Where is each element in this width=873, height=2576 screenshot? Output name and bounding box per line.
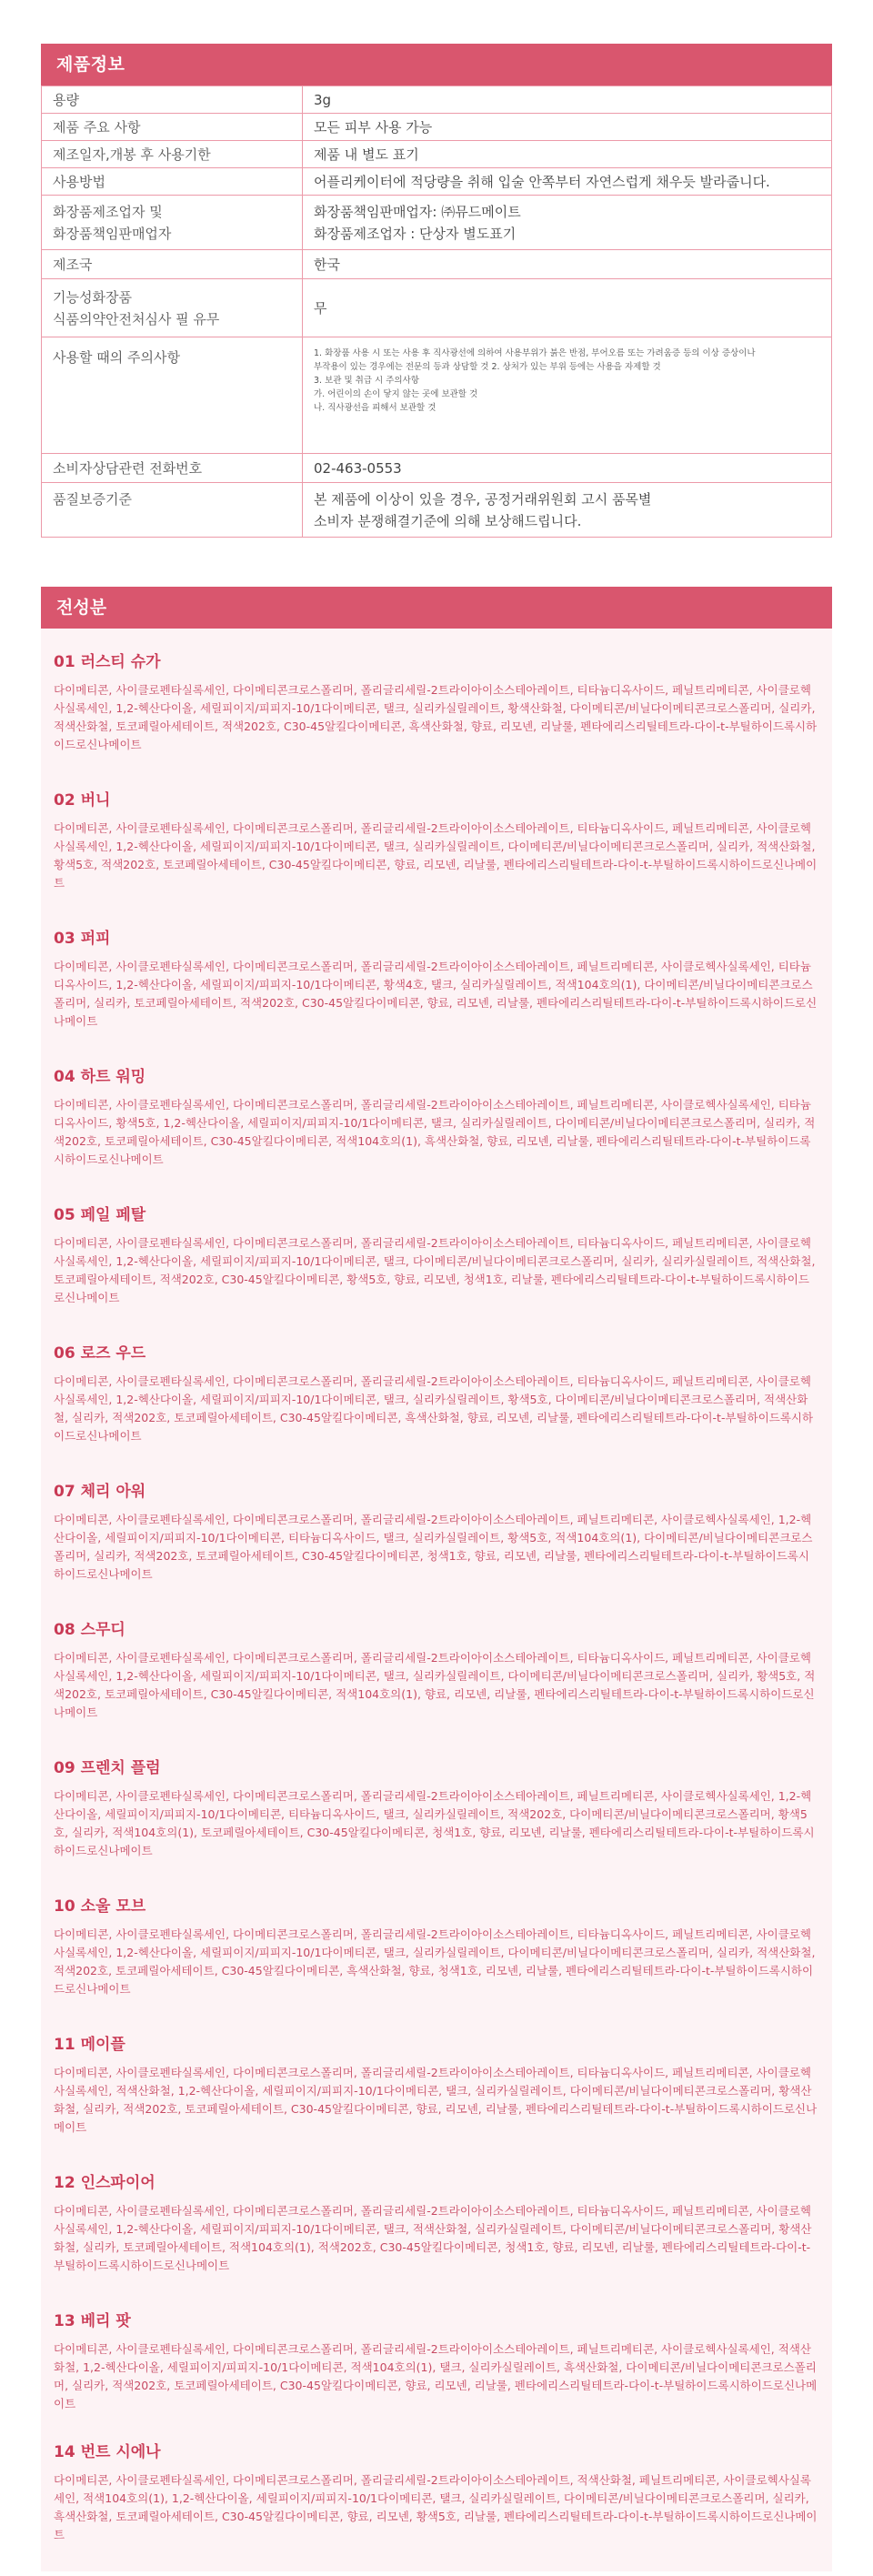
ingredient-title: 12 인스파이어 bbox=[54, 2174, 156, 2192]
row-value: 어플리케이터에 적당량을 취해 입술 안쪽부터 자연스럽게 채우듯 발라줍니다. bbox=[303, 168, 832, 196]
row-label: 제품 주요 사항 bbox=[42, 114, 303, 141]
row-value: 화장품책임판매업자: ㈜뮤드메이트 화장품제조업자 : 단상자 별도표기 bbox=[303, 196, 832, 250]
row-label: 제조일자,개봉 후 사용기한 bbox=[42, 141, 303, 168]
row-label: 용량 bbox=[42, 86, 303, 114]
product-info-section bbox=[41, 44, 832, 538]
ingredient-text: 다이메티콘, 사이클로펜타실록세인, 다이메티콘크로스폴리머, 폴리글리세릴-2트라이아이소스테아레이트, 티타늄디옥사이드, 페닐트리메티콘, 사이클로헥사실록세인, 1,2-헥산다이올, 세릴피이지/피피지-10/1다이메티콘, 탤크, 실리카실릴레이트, 다이메티콘/비닐다이메티콘크로스폴리머, 실리카, 적색산화철, 적색202호, 토코페릴아세테이트, C30-45알킬다이메티콘, 흑색산화철, 향료, 청색1호, 리모넨, 리날룰, 펜타에리스리틸테트라-다이-t-부틸하이드록시하이드로신나메이트 bbox=[54, 1927, 816, 1996]
ingredient-title: 08 스무디 bbox=[54, 1621, 125, 1639]
ingredient-title: 14 번트 시에나 bbox=[54, 2443, 161, 2461]
ingredient-text: 다이메티콘, 사이클로펜타실록세인, 다이메티콘크로스폴리머, 폴리글리세릴-2트라이아이소스테아레이트, 티타늄디옥사이드, 페닐트리메티콘, 사이클로헥사실록세인, 1,2-헥산다이올, 세릴피이지/피피지-10/1다이메티콘, 탤크, 실리카실릴레이트, 다이메티콘/비닐다이메티콘크로스폴리머, 실리카, 적색산화철, 황색5호, 적색202호, 토코페릴아세테이트, C30-45알킬다이메티콘, 향료, 리모넨, 리날룰, 펜타에리스리틸테트라-다이-t-부틸하이드록시하이드로신나메이트 bbox=[54, 821, 818, 890]
row-value: 제품 내 별도 표기 bbox=[303, 141, 832, 168]
row-label: 사용할 때의 주의사항 bbox=[42, 337, 303, 454]
caution-text: 1. 화장품 사용 시 또는 사용 후 직사광선에 의하여 사용부위가 붉은 반점, 부어오름 또는 가려움증 등의 이상 증상이나 부작용이 있는 경우에는 전문의 등과 상담할 것 2. 상처가 있는 부위 등에는 사용을 자제할 것 3. 보관 및 취급 시 주의사항 가. 어린이의 손이 닿지 않는 곳에 보관할 것 나. 직사광선을 피해서 보관할 것 bbox=[314, 348, 756, 413]
table-row bbox=[42, 250, 832, 279]
ingredient-title: 09 프렌치 플럼 bbox=[54, 1759, 161, 1777]
ingredients-section bbox=[41, 587, 832, 2571]
table-row bbox=[42, 337, 832, 454]
ingredient-text: 다이메티콘, 사이클로펜타실록세인, 다이메티콘크로스폴리머, 폴리글리세릴-2트라이아이소스테아레이트, 페닐트리메티콘, 사이클로헥사실록세인, 티타늄디옥사이드, 황색5호, 1,2-헥산다이올, 세릴피이지/피피지-10/1다이메티콘, 탤크, 실리카실릴레이트, 다이메티콘/비닐다이메티콘크로스폴리머, 실리카, 적색202호, 토코페릴아세테이트, C30-45알킬다이메티콘, 적색104호의(1), 흑색산화철, 향료, 리모넨, 리날룰, 펜타에리스리틸테트라-다이-t-부틸하이드록시하이드로신나메이트 bbox=[54, 1098, 816, 1166]
ingredient-title: 05 페일 페탈 bbox=[54, 1206, 146, 1224]
table-row bbox=[42, 196, 832, 250]
table-row bbox=[42, 454, 832, 483]
table-row bbox=[42, 86, 832, 114]
ingredients-header: 전성분 bbox=[41, 587, 832, 629]
row-label: 기능성화장품 식품의약안전처심사 필 유무 bbox=[42, 279, 303, 337]
ingredients-list bbox=[41, 629, 832, 2571]
ingredient-text: 다이메티콘, 사이클로펜타실록세인, 다이메티콘크로스폴리머, 폴리글리세릴-2트라이아이소스테아레이트, 페닐트리메티콘, 사이클로헥사실록세인, 적색산화철, 1,2-헥산다이올, 세릴피이지/피피지-10/1다이메티콘, 적색104호의(1), 탤크, 실리카실릴레이트, 흑색산화철, 다이메티콘/비닐다이메티콘크로스폴리머, 실리카, 적색202호, 토코페릴아세테이트, C30-45알킬다이메티콘, 향료, 리모넨, 리날룰, 펜타에리스리틸테트라-다이-t-부틸하이드록시하이드로신나메이트 bbox=[54, 2342, 818, 2410]
row-value: 무 bbox=[303, 279, 832, 337]
ingredient-text: 다이메티콘, 사이클로펜타실록세인, 다이메티콘크로스폴리머, 폴리글리세릴-2트라이아이소스테아레이트, 티타늄디옥사이드, 페닐트리메티콘, 사이클로헥사실록세인, 1,2-헥산다이올, 세릴피이지/피피지-10/1다이메티콘, 탤크, 실리카실릴레이트, 황색5호, 다이메티콘/비닐다이메티콘크로스폴리머, 적색산화철, 실리카, 적색202호, 토코페릴아세테이트, C30-45알킬다이메티콘, 흑색산화철, 향료, 리모넨, 리날룰, 펜타에리스리틸테트라-다이-t-부틸하이드록시하이드로신나메이트 bbox=[54, 1374, 814, 1443]
ingredient-text: 다이메티콘, 사이클로펜타실록세인, 다이메티콘크로스폴리머, 폴리글리세릴-2트라이아이소스테아레이트, 티타늄디옥사이드, 페닐트리메티콘, 사이클로헥사실록세인, 1,2-헥산다이올, 세릴피이지/피피지-10/1다이메티콘, 탤크, 실리카실릴레이트, 다이메티콘/비닐다이메티콘크로스폴리머, 실리카, 황색5호, 적색202호, 토코페릴아세테이트, C30-45알킬다이메티콘, 적색104호의(1), 향료, 리모넨, 리날룰, 펜타에리스리틸테트라-다이-t-부틸하이드록시하이드로신나메이트 bbox=[54, 1651, 816, 1719]
row-value: 한국 bbox=[303, 250, 832, 279]
ingredient-text: 다이메티콘, 사이클로펜타실록세인, 다이메티콘크로스폴리머, 폴리글리세릴-2트라이아이소스테아레이트, 페닐트리메티콘, 사이클로헥사실록세인, 티타늄디옥사이드, 1,2-헥산다이올, 세릴피이지/피피지-10/1다이메티콘, 황색4호, 탤크, 실리카실릴레이트, 적색104호의(1), 다이메티콘/비닐다이메티콘크로스폴리머, 실리카, 토코페릴아세테이트, 적색202호, C30-45알킬다이메티콘, 향료, 리모넨, 리날룰, 펜타에리스리틸테트라-다이-t-부틸하이드록시하이드로신나메이트 bbox=[54, 960, 818, 1028]
ingredient-title: 07 체리 아워 bbox=[54, 1483, 146, 1501]
table-row bbox=[42, 279, 832, 337]
row-label: 품질보증기준 bbox=[42, 483, 303, 538]
table-row bbox=[42, 168, 832, 196]
row-label: 소비자상담관련 전화번호 bbox=[42, 454, 303, 483]
row-label: 화장품제조업자 및 화장품책임판매업자 bbox=[42, 196, 303, 250]
row-value: 02-463-0553 bbox=[303, 454, 832, 483]
row-label: 제조국 bbox=[42, 250, 303, 279]
ingredient-text: 다이메티콘, 사이클로펜타실록세인, 다이메티콘크로스폴리머, 폴리글리세릴-2트라이아이소스테아레이트, 적색산화철, 페닐트리메티콘, 사이클로헥사실록세인, 적색104호의(1), 1,2-헥산다이올, 세릴피이지/피피지-10/1다이메티콘, 탤크, 실리카실릴레이트, 다이메티콘/비닐다이메티콘크로스폴리머, 실리카, 흑색산화철, 토코페릴아세테이트, C30-45알킬다이메티콘, 향료, 리모넨, 황색5호, 리날룰, 펜타에리스리틸테트라-다이-t-부틸하이드록시하이드로신나메이트 bbox=[54, 2473, 818, 2541]
table-row bbox=[42, 141, 832, 168]
product-info-table bbox=[41, 86, 832, 538]
ingredient-title: 06 로즈 우드 bbox=[54, 1344, 146, 1363]
row-value: 3g bbox=[303, 86, 832, 114]
product-info-header: 제품정보 bbox=[41, 44, 832, 86]
ingredient-title: 10 소울 모브 bbox=[54, 1897, 146, 1916]
ingredient-text: 다이메티콘, 사이클로펜타실록세인, 다이메티콘크로스폴리머, 폴리글리세릴-2트라이아이소스테아레이트, 페닐트리메티콘, 사이클로헥사실록세인, 1,2-헥산다이올, 세릴피이지/피피지-10/1다이메티콘, 티타늄디옥사이드, 탤크, 실리카실릴레이트, 황색5호, 적색104호의(1), 다이메티콘/비닐다이메티콘크로스폴리머, 실리카, 적색202호, 토코페릴아세테이트, C30-45알킬다이메티콘, 청색1호, 향료, 리모넨, 리날룰, 펜타에리스리틸테트라-다이-t-부틸하이드록시하이드로신나메이트 bbox=[54, 1513, 813, 1581]
ingredient-text: 다이메티콘, 사이클로펜타실록세인, 다이메티콘크로스폴리머, 폴리글리세릴-2트라이아이소스테아레이트, 티타늄디옥사이드, 페닐트리메티콘, 사이클로헥사실록세인, 1,2-헥산다이올, 세릴피이지/피피지-10/1다이메티콘, 탤크, 다이메티콘/비닐다이메티콘크로스폴리머, 실리카, 실리카실릴레이트, 적색산화철, 토코페릴아세테이트, 적색202호, C30-45알킬다이메티콘, 황색5호, 향료, 리모넨, 청색1호, 리날룰, 펜타에리스리틸테트라-다이-t-부틸하이드록시하이드로신나메이트 bbox=[54, 1236, 816, 1304]
row-label: 사용방법 bbox=[42, 168, 303, 196]
table-row bbox=[42, 114, 832, 141]
ingredient-text: 다이메티콘, 사이클로펜타실록세인, 다이메티콘크로스폴리머, 폴리글리세릴-2트라이아이소스테아레이트, 티타늄디옥사이드, 페닐트리메티콘, 사이클로헥사실록세인, 적색산화철, 1,2-헥산다이올, 세릴피이지/피피지-10/1다이메티콘, 탤크, 실리카실릴레이트, 다이메티콘/비닐다이메티콘크로스폴리머, 황색산화철, 실리카, 적색202호, 토코페릴아세테이트, C30-45알킬다이메티콘, 향료, 리모넨, 리날룰, 펜타에리스리틸테트라-다이-t-부틸하이드록시하이드로신나메이트 bbox=[54, 2066, 818, 2134]
ingredient-text: 다이메티콘, 사이클로펜타실록세인, 다이메티콘크로스폴리머, 폴리글리세릴-2트라이아이소스테아레이트, 티타늄디옥사이드, 페닐트리메티콘, 사이클로헥사실록세인, 1,2-헥산다이올, 세릴피이지/피피지-10/1다이메티콘, 탤크, 적색산화철, 실리카실릴레이트, 다이메티콘/비닐다이메티콘크로스폴리머, 황색산화철, 실리카, 토코페릴아세테이트, 적색104호의(1), 적색202호, C30-45알킬다이메티콘, 청색1호, 향료, 리모넨, 리날룰, 펜타에리스리틸테트라-다이-t-부틸하이드록시하이드로신나메이트 bbox=[54, 2204, 812, 2272]
row-value: 본 제품에 이상이 있을 경우, 공정거래위원회 고시 품목별 소비자 분쟁해결기준에 의해 보상해드립니다. bbox=[303, 483, 832, 538]
ingredient-text: 다이메티콘, 사이클로펜타실록세인, 다이메티콘크로스폴리머, 폴리글리세릴-2트라이아이소스테아레이트, 페닐트리메티콘, 사이클로헥사실록세인, 1,2-헥산다이올, 세릴피이지/피피지-10/1다이메티콘, 티타늄디옥사이드, 탤크, 실리카실릴레이트, 적색202호, 다이메티콘/비닐다이메티콘크로스폴리머, 황색5호, 실리카, 적색104호의(1), 토코페릴아세테이트, C30-45알킬다이메티콘, 청색1호, 향료, 리모넨, 리날룰, 펜타에리스리틸테트라-다이-t-부틸하이드록시하이드로신나메이트 bbox=[54, 1789, 815, 1857]
ingredient-title: 02 버니 bbox=[54, 791, 111, 810]
ingredient-title: 13 베리 팟 bbox=[54, 2312, 131, 2330]
row-value: 모든 피부 사용 가능 bbox=[303, 114, 832, 141]
ingredient-text: 다이메티콘, 사이클로펜타실록세인, 다이메티콘크로스폴리머, 폴리글리세릴-2트라이아이소스테아레이트, 티타늄디옥사이드, 페닐트리메티콘, 사이클로헥사실록세인, 1,2-헥산다이올, 세릴피이지/피피지-10/1다이메티콘, 탤크, 실리카실릴레이트, 황색산화철, 다이메티콘/비닐다이메티콘크로스폴리머, 실리카, 적색산화철, 토코페릴아세테이트, 적색202호, C30-45알킬다이메티콘, 흑색산화철, 향료, 리모넨, 리날룰, 펜타에리스리틸테트라-다이-t-부틸하이드록시하이드로신나메이트 bbox=[54, 683, 818, 751]
table-row bbox=[42, 483, 832, 538]
ingredient-title: 03 퍼피 bbox=[54, 930, 111, 948]
ingredient-title: 01 러스티 슈가 bbox=[54, 653, 161, 671]
ingredient-title: 04 하트 워밍 bbox=[54, 1068, 146, 1086]
ingredient-title: 11 메이플 bbox=[54, 2036, 125, 2054]
